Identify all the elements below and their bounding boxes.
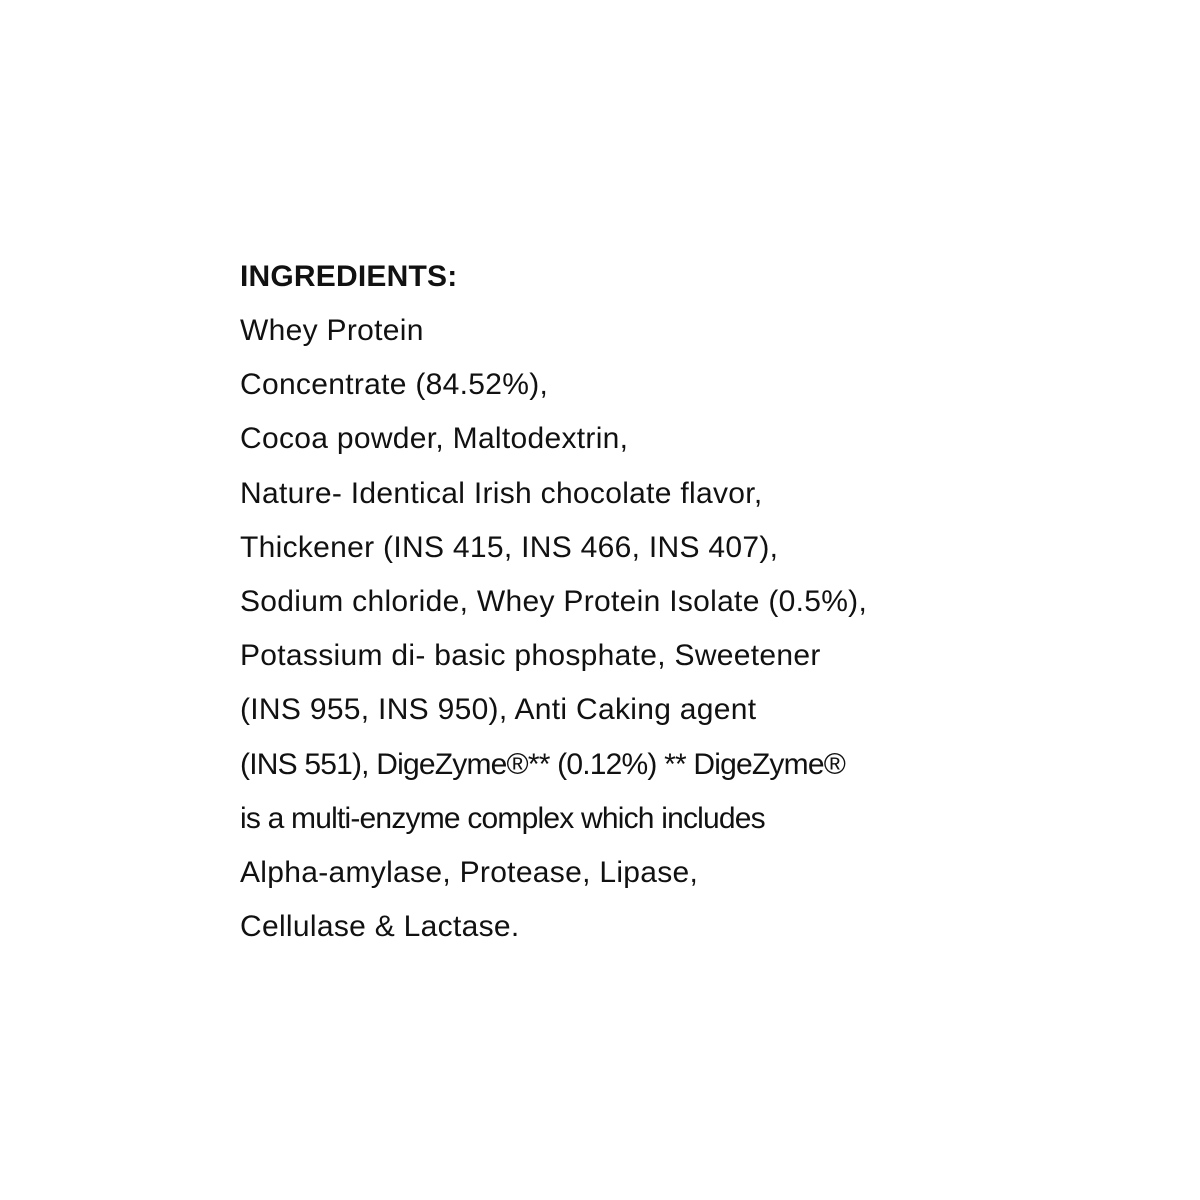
ingredient-line: Whey Protein — [240, 314, 424, 347]
ingredient-line: Thickener (INS 415, INS 466, INS 407), — [240, 530, 779, 564]
ingredient-line: Concentrate (84.52%), — [240, 368, 549, 402]
ingredients-panel — [240, 250, 1140, 954]
ingredient-line: Potassium di- basic phosphate, Sweetener — [240, 639, 821, 673]
ingredient-line: (INS 551), DigeZyme®** (0.12%) ** DigeZyme® — [240, 747, 846, 781]
ingredient-line: Cellulase & Lactase. — [240, 910, 520, 944]
ingredient-line: Alpha-amylase, Protease, Lipase, — [240, 856, 699, 890]
ingredients-list — [240, 304, 1140, 954]
ingredient-line: (INS 955, INS 950), Anti Caking agent — [240, 693, 757, 727]
ingredient-line: Sodium chloride, Whey Protein Isolate (0.5%), — [240, 585, 868, 619]
ingredient-line: Cocoa powder, Maltodextrin, — [240, 422, 629, 456]
ingredient-line: Nature- Identical Irish chocolate flavor, — [240, 476, 763, 510]
ingredients-heading: INGREDIENTS: — [240, 260, 458, 293]
ingredient-line: is a multi-enzyme complex which includes — [240, 801, 765, 835]
